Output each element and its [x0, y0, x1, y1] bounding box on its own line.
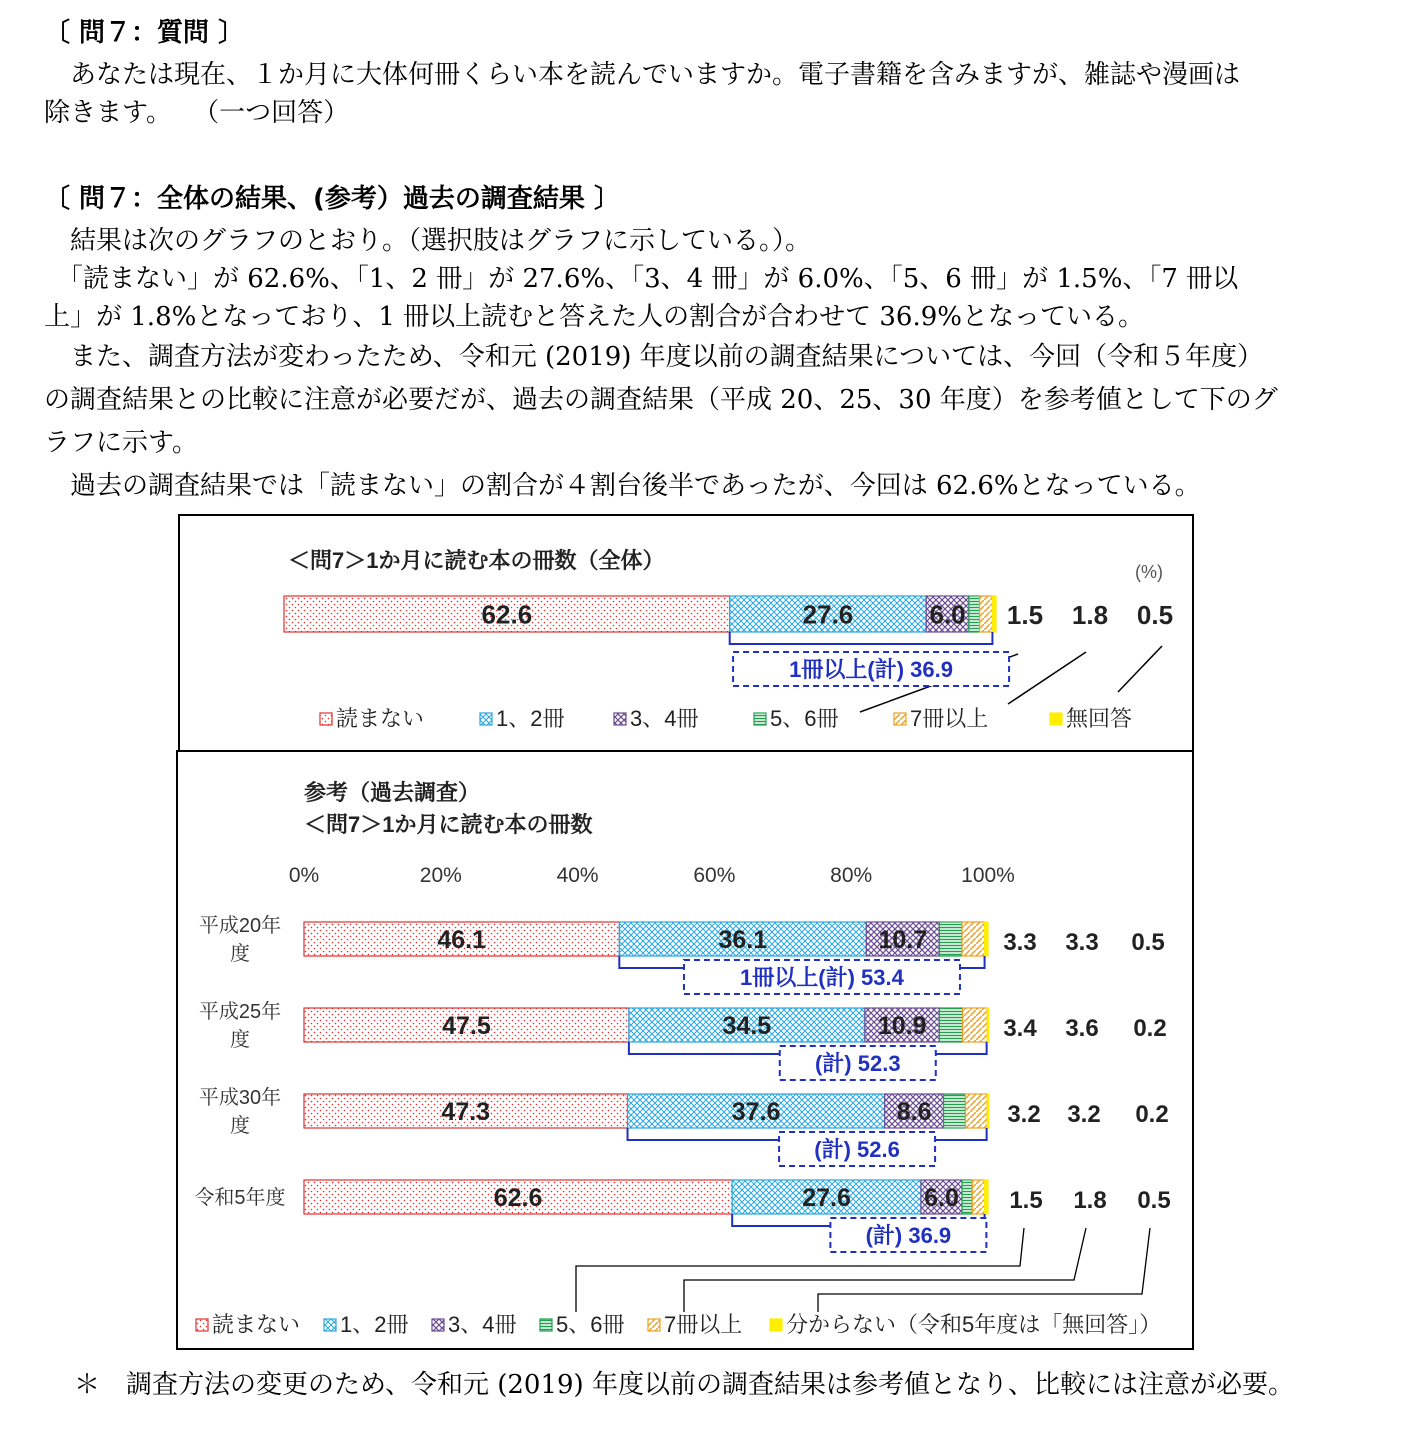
outside-value-label: 0.2: [1133, 1015, 1167, 1042]
leader-line: [1008, 652, 1086, 704]
chart-past-surveys: [178, 752, 1192, 1348]
chart-panel-past: [176, 750, 1194, 1350]
bar-segment: [944, 1094, 966, 1128]
legend-label: 5、6冊: [770, 706, 839, 731]
bar-value-label: 47.3: [441, 1098, 491, 1126]
x-tick-label: 60%: [693, 864, 736, 887]
bar-segment: [972, 1180, 984, 1214]
outside-value-label: 0.5: [1137, 1187, 1171, 1214]
legend-swatch: [614, 713, 626, 725]
bar-value-label: 10.9: [877, 1012, 927, 1040]
outside-value-label: 1.5: [1006, 600, 1044, 630]
bar-value-label: 36.1: [718, 926, 768, 954]
legend-swatch: [324, 1319, 336, 1331]
legend-label: 読まない: [212, 1312, 301, 1337]
outside-value-label: 1.8: [1071, 600, 1109, 630]
paragraph-2-line-1: 「読まない」が 62.6%、「1、2 冊」が 27.6%、「3、4 冊」が 6.0%、「5、6 冊」が 1.5%、「7 冊以: [44, 264, 1239, 294]
category-label: 令和5年度: [194, 1187, 286, 1209]
x-tick-label: 0%: [288, 864, 320, 887]
bar-value-label: 27.6: [802, 599, 854, 630]
chart-title: ＜問7＞1か月に読む本の冊数（全体）: [288, 548, 665, 573]
bar-value-label: 6.0: [929, 599, 966, 630]
category-label: 度: [230, 1029, 250, 1051]
outside-value-label: 0.5: [1131, 929, 1165, 956]
category-label: 平成30年: [198, 1087, 282, 1109]
bar-segment: [969, 596, 980, 632]
results-heading: 〔 問７：全体の結果、(参考）過去の調査結果 〕: [44, 184, 620, 214]
outside-value-label: 0.5: [1136, 600, 1174, 630]
legend-swatch: [540, 1319, 552, 1331]
bar-segment: [987, 1094, 988, 1128]
question-heading: 〔 問７：質問 〕: [44, 18, 245, 48]
bar-segment: [963, 1008, 988, 1042]
bar-value-label: 46.1: [437, 926, 486, 954]
total-label: (計) 52.6: [814, 1137, 900, 1162]
paragraph-2-line-2: 上」が 1.8%となっており、1 冊以上読むと答えた人の割合が合わせて 36.9%となっている。: [44, 302, 1144, 332]
legend-swatch: [432, 1319, 444, 1331]
total-bracket: [730, 632, 993, 644]
outside-value-label: 3.4: [1003, 1015, 1037, 1042]
bar-value-label: 27.6: [802, 1184, 851, 1212]
total-label: (計) 36.9: [865, 1223, 952, 1248]
unit-label: (%): [1135, 562, 1163, 582]
bar-segment: [992, 596, 996, 632]
total-label: 1冊以上(計) 36.9: [789, 657, 953, 682]
x-tick-label: 100%: [961, 864, 1015, 887]
legend-label: 1、2冊: [496, 706, 565, 731]
bar-segment: [985, 922, 988, 956]
category-label: 度: [230, 943, 250, 965]
bar-segment: [939, 922, 962, 956]
chart-panel-overall: [178, 514, 1194, 752]
outside-value-label: 3.3: [1003, 929, 1037, 956]
bar-segment: [939, 1008, 962, 1042]
bar-value-label: 34.5: [722, 1012, 772, 1040]
bar-segment: [962, 1180, 972, 1214]
paragraph-3-line-1: また、調査方法が変わったため、令和元 (2019) 年度以前の調査結果については、今回（令和５年度）: [44, 342, 1264, 372]
legend-swatch: [320, 713, 332, 725]
category-label: 平成20年: [198, 915, 282, 937]
x-tick-label: 80%: [830, 864, 873, 887]
outside-value-label: 0.2: [1135, 1101, 1169, 1128]
bar-segment: [987, 1008, 988, 1042]
paragraph-3-line-2: の調査結果との比較に注意が必要だが、過去の調査結果（平成 20、25、30 年度）を参考値として下のグ: [44, 385, 1278, 415]
bar-segment: [965, 1094, 987, 1128]
outside-value-label: 3.2: [1067, 1101, 1101, 1128]
footnote: ＊ 調査方法の変更のため、令和元 (2019) 年度以前の調査結果は参考値となり、比較には注意が必要。: [74, 1370, 1294, 1400]
legend-swatch: [754, 713, 766, 725]
legend-label: 3、4冊: [630, 706, 699, 731]
category-label: 平成25年: [198, 1001, 282, 1023]
bar-segment: [962, 922, 985, 956]
bar-segment: [980, 596, 993, 632]
total-label: 1冊以上(計) 53.4: [740, 965, 904, 990]
bar-value-label: 6.0: [924, 1184, 959, 1212]
legend-swatch: [770, 1319, 782, 1331]
chart-title-line-1: 参考（過去調査）: [304, 780, 481, 805]
bar-value-label: 8.6: [896, 1098, 932, 1126]
category-label: 度: [230, 1115, 250, 1137]
outside-value-label: 1.8: [1073, 1187, 1107, 1214]
legend-label: 5、6冊: [556, 1312, 625, 1337]
question-text-line-1: あなたは現在、１か月に大体何冊くらい本を読んでいますか。電子書籍を含みますが、雑誌や漫画は: [44, 60, 1241, 90]
x-tick-label: 20%: [419, 864, 462, 887]
legend-label: 7冊以上: [664, 1312, 743, 1337]
bar-value-label: 37.6: [731, 1098, 781, 1126]
legend-label: 3、4冊: [448, 1312, 517, 1337]
outside-value-label: 3.2: [1007, 1101, 1041, 1128]
total-label: (計) 52.3: [814, 1051, 901, 1076]
paragraph-4: 過去の調査結果では「読まない」の割合が４割台後半であったが、今回は 62.6%となっている。: [44, 471, 1201, 501]
outside-value-label: 1.5: [1009, 1187, 1043, 1214]
legend-label: 無回答: [1066, 706, 1133, 731]
legend-swatch: [1050, 713, 1062, 725]
legend-swatch: [894, 713, 906, 725]
outside-value-label: 3.3: [1065, 929, 1099, 956]
legend-label: 7冊以上: [910, 706, 989, 731]
legend-label: 1、2冊: [340, 1312, 409, 1337]
bar-value-label: 10.7: [878, 926, 928, 954]
legend-swatch: [480, 713, 492, 725]
legend-swatch: [648, 1319, 660, 1331]
chart-title-line-2: ＜問7＞1か月に読む本の冊数: [304, 812, 593, 837]
leader-line: [1118, 646, 1162, 692]
bar-segment: [985, 1180, 988, 1214]
outside-value-label: 3.6: [1065, 1015, 1099, 1042]
bar-value-label: 47.5: [442, 1012, 491, 1040]
chart-overall: [180, 516, 1192, 750]
bar-value-label: 62.6: [493, 1184, 543, 1212]
legend-label: 分からない（令和5年度は「無回答」）: [786, 1312, 1162, 1337]
paragraph-3-line-3: ラフに示す。: [44, 428, 198, 458]
bar-value-label: 62.6: [481, 599, 533, 630]
question-text-line-2: 除きます。 （一つ回答）: [44, 98, 350, 128]
paragraph-1: 結果は次のグラフのとおり。（選択肢はグラフに示している。）。: [44, 226, 812, 256]
legend-label: 読まない: [336, 706, 425, 731]
x-tick-label: 40%: [556, 864, 599, 887]
legend-swatch: [196, 1319, 208, 1331]
